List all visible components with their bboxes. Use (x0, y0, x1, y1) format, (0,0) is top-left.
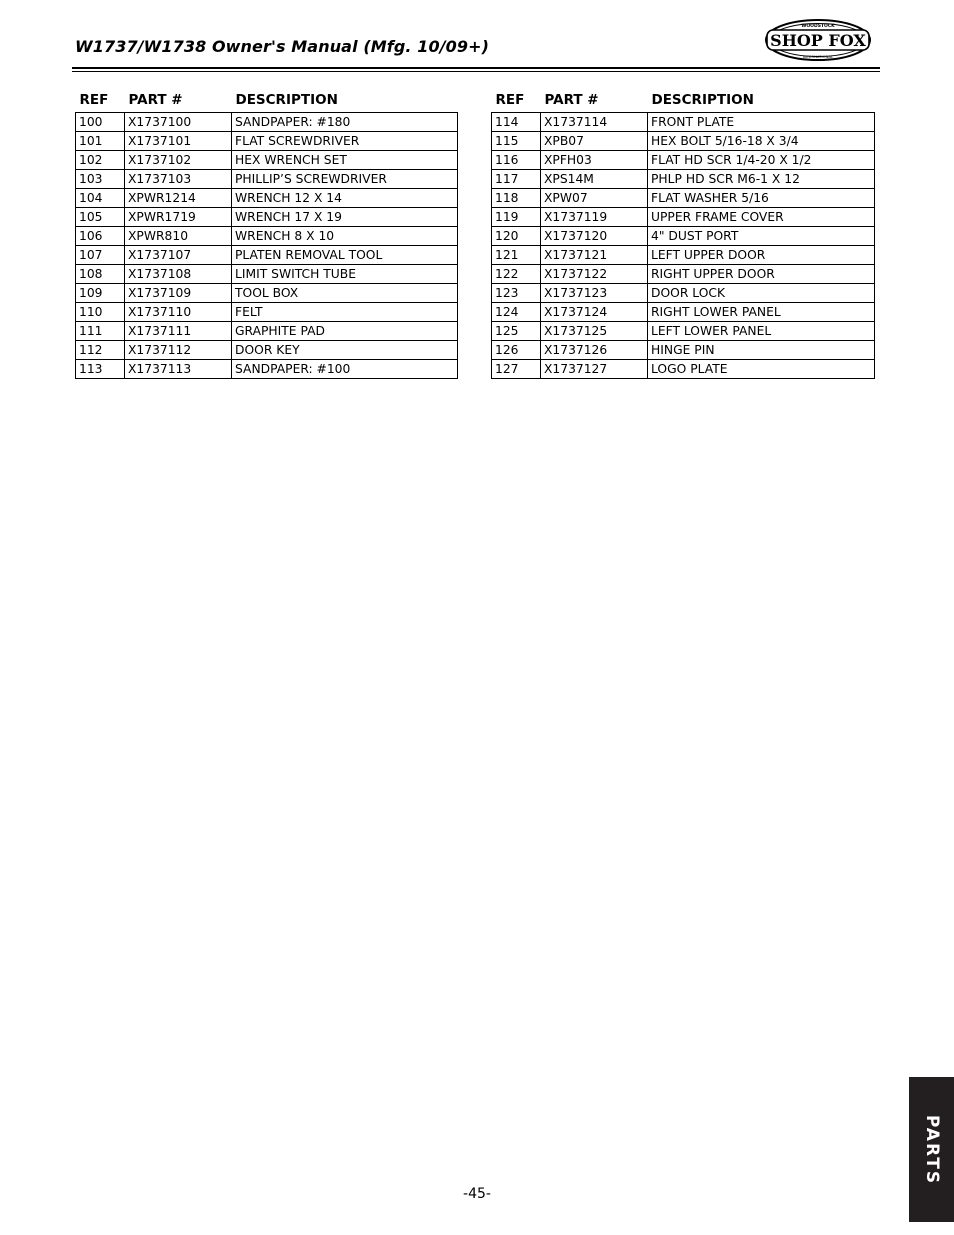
table-row (76, 246, 458, 265)
part-number-cell: X1737110 (125, 303, 232, 322)
part-number-cell: X1737102 (125, 151, 232, 170)
table-row (492, 322, 875, 341)
table-row (76, 227, 458, 246)
ref-cell: 102 (76, 151, 125, 170)
part-number-cell: XPWR810 (125, 227, 232, 246)
part-header: PART # (128, 92, 183, 108)
table-header-row (76, 90, 458, 113)
ref-cell: 116 (492, 151, 541, 170)
ref-cell: 107 (76, 246, 125, 265)
description-cell: PHLP HD SCR M6-1 X 12 (648, 170, 875, 189)
description-cell: HEX BOLT 5/16-18 X 3/4 (648, 132, 875, 151)
part-number-cell: X1737125 (541, 322, 648, 341)
part-number-cell: XPFH03 (541, 151, 648, 170)
ref-cell: 122 (492, 265, 541, 284)
ref-cell: 127 (492, 360, 541, 379)
table-header-row (492, 90, 875, 113)
description-cell: LEFT LOWER PANEL (648, 322, 875, 341)
part-number-cell: X1737123 (541, 284, 648, 303)
description-cell: GRAPHITE PAD (232, 322, 458, 341)
description-cell: TOOL BOX (232, 284, 458, 303)
table-row (492, 132, 875, 151)
header-rule (72, 67, 880, 69)
section-tab-label: PARTS (921, 1114, 942, 1185)
table-row (492, 303, 875, 322)
description-cell: DOOR KEY (232, 341, 458, 360)
description-cell: SANDPAPER: #100 (232, 360, 458, 379)
description-header: DESCRIPTION (651, 92, 754, 108)
svg-text:INTERNATIONAL: INTERNATIONAL (802, 54, 834, 59)
description-cell: PHILLIP’S SCREWDRIVER (232, 170, 458, 189)
table-row (76, 322, 458, 341)
table-row (492, 113, 875, 132)
description-cell: PLATEN REMOVAL TOOL (232, 246, 458, 265)
description-cell: 4" DUST PORT (648, 227, 875, 246)
ref-cell: 104 (76, 189, 125, 208)
part-number-cell: X1737121 (541, 246, 648, 265)
table-row (492, 265, 875, 284)
parts-table-right (491, 90, 875, 379)
description-cell: WRENCH 12 X 14 (232, 189, 458, 208)
table-row (492, 189, 875, 208)
part-number-cell: X1737103 (125, 170, 232, 189)
part-number-cell: XPB07 (541, 132, 648, 151)
shop-fox-logo (764, 18, 872, 62)
ref-cell: 126 (492, 341, 541, 360)
description-cell: LOGO PLATE (648, 360, 875, 379)
table-row (76, 284, 458, 303)
ref-cell: 123 (492, 284, 541, 303)
part-number-cell: X1737107 (125, 246, 232, 265)
table-row (492, 208, 875, 227)
description-cell: FLAT SCREWDRIVER (232, 132, 458, 151)
ref-cell: 115 (492, 132, 541, 151)
part-number-cell: X1737113 (125, 360, 232, 379)
table-row (492, 360, 875, 379)
svg-text:SHOP FOX: SHOP FOX (770, 31, 866, 50)
description-cell: HEX WRENCH SET (232, 151, 458, 170)
ref-cell: 125 (492, 322, 541, 341)
part-number-cell: XPS14M (541, 170, 648, 189)
table-row (76, 341, 458, 360)
part-number-cell: X1737109 (125, 284, 232, 303)
description-cell: FLAT WASHER 5/16 (648, 189, 875, 208)
ref-cell: 120 (492, 227, 541, 246)
table-row (492, 246, 875, 265)
table-row (76, 303, 458, 322)
ref-cell: 109 (76, 284, 125, 303)
ref-cell: 111 (76, 322, 125, 341)
manual-title: W1737/W1738 Owner's Manual (Mfg. 10/09+) (75, 37, 490, 56)
ref-cell: 117 (492, 170, 541, 189)
table-row (76, 113, 458, 132)
ref-cell: 119 (492, 208, 541, 227)
ref-header: REF (495, 92, 525, 108)
table-row (492, 284, 875, 303)
part-number-cell: X1737124 (541, 303, 648, 322)
svg-text:WOODSTOCK: WOODSTOCK (801, 24, 835, 29)
table-row (76, 170, 458, 189)
part-number-cell: XPW07 (541, 189, 648, 208)
parts-table-left (75, 90, 458, 379)
ref-cell: 112 (76, 341, 125, 360)
description-cell: RIGHT LOWER PANEL (648, 303, 875, 322)
description-cell: LIMIT SWITCH TUBE (232, 265, 458, 284)
section-tab (909, 1077, 954, 1222)
ref-cell: 110 (76, 303, 125, 322)
part-number-cell: X1737122 (541, 265, 648, 284)
table-row (76, 189, 458, 208)
table-row (76, 265, 458, 284)
description-cell: LEFT UPPER DOOR (648, 246, 875, 265)
description-cell: RIGHT UPPER DOOR (648, 265, 875, 284)
ref-cell: 124 (492, 303, 541, 322)
description-header: DESCRIPTION (235, 92, 338, 108)
part-number-cell: X1737120 (541, 227, 648, 246)
ref-cell: 121 (492, 246, 541, 265)
table-row (492, 227, 875, 246)
description-cell: WRENCH 17 X 19 (232, 208, 458, 227)
table-row (492, 151, 875, 170)
page-number: -45- (463, 1186, 491, 1202)
part-header: PART # (544, 92, 599, 108)
ref-cell: 113 (76, 360, 125, 379)
description-cell: FRONT PLATE (648, 113, 875, 132)
part-number-cell: X1737114 (541, 113, 648, 132)
description-cell: UPPER FRAME COVER (648, 208, 875, 227)
part-number-cell: X1737108 (125, 265, 232, 284)
part-number-cell: XPWR1719 (125, 208, 232, 227)
ref-cell: 108 (76, 265, 125, 284)
table-row (492, 341, 875, 360)
ref-cell: 103 (76, 170, 125, 189)
table-row (76, 151, 458, 170)
ref-cell: 118 (492, 189, 541, 208)
part-number-cell: X1737111 (125, 322, 232, 341)
ref-cell: 114 (492, 113, 541, 132)
description-cell: SANDPAPER: #180 (232, 113, 458, 132)
description-cell: FLAT HD SCR 1/4-20 X 1/2 (648, 151, 875, 170)
part-number-cell: XPWR1214 (125, 189, 232, 208)
header-rule-thin (72, 71, 880, 72)
table-row (76, 208, 458, 227)
description-cell: FELT (232, 303, 458, 322)
part-number-cell: X1737101 (125, 132, 232, 151)
table-row (76, 132, 458, 151)
ref-cell: 100 (76, 113, 125, 132)
part-number-cell: X1737127 (541, 360, 648, 379)
part-number-cell: X1737126 (541, 341, 648, 360)
description-cell: DOOR LOCK (648, 284, 875, 303)
description-cell: WRENCH 8 X 10 (232, 227, 458, 246)
ref-cell: 101 (76, 132, 125, 151)
table-row (492, 170, 875, 189)
description-cell: HINGE PIN (648, 341, 875, 360)
ref-cell: 105 (76, 208, 125, 227)
ref-header: REF (79, 92, 109, 108)
table-row (76, 360, 458, 379)
ref-cell: 106 (76, 227, 125, 246)
part-number-cell: X1737100 (125, 113, 232, 132)
part-number-cell: X1737119 (541, 208, 648, 227)
part-number-cell: X1737112 (125, 341, 232, 360)
